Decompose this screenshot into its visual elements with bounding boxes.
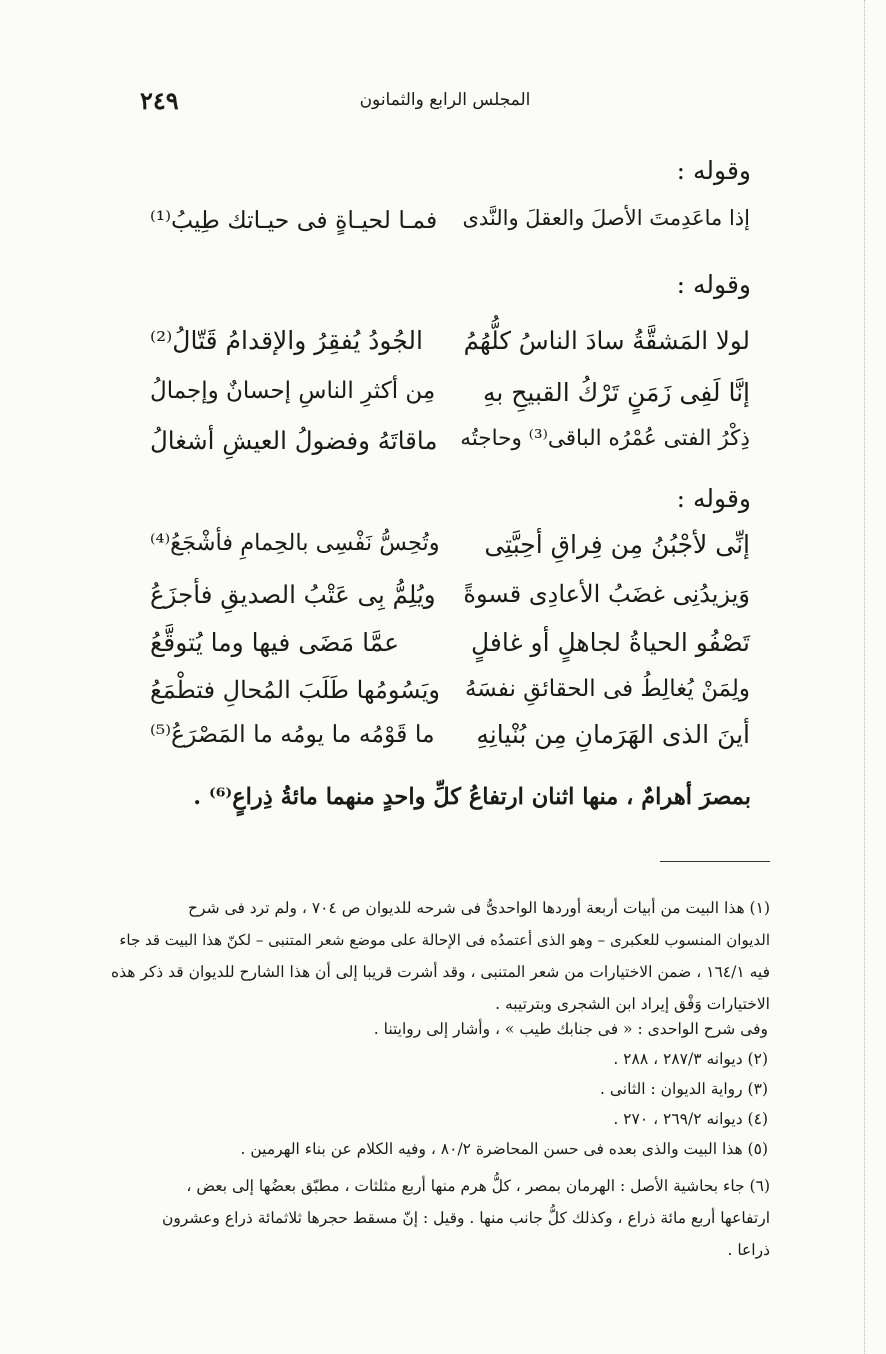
footnote-line: الديوان المنسوب للعكبرى – وهو الذى أعتمدُه فى الإحالة على موضع شعر المتنبى – لكنّ هذا البيت قد جاء [119, 931, 770, 949]
verse-intro-1: وقوله : [676, 156, 751, 185]
verse-line [150, 530, 750, 574]
first-hemistich: إنِّى لأجْبُنُ مِن فِراقِ أحِبَّتِى [484, 530, 750, 559]
second-hemistich: فمـا لحيـاةٍ فى حيـاتك طِيبُ⁽¹⁾ [150, 206, 438, 234]
footnote-1-tail: وفى شرح الواحدى : « فى جنابك طيب » ، وأشار إلى روايتنا . [373, 1020, 768, 1038]
footnote-line: (١) هذا البيت من أبيات أربعة أوردها الواحدىُّ فى شرحه للديوان ص ٧٠٤ ، ولم ترد فى شرح [188, 899, 770, 917]
page-number: ٢٤٩ [140, 86, 179, 115]
first-hemistich: أينَ الذى الهَرَمانِ مِن بُنْيانِهِ [476, 720, 750, 749]
verse-line [150, 206, 750, 250]
second-hemistich: عمَّا مَضَى فيها وما يُتوقَّعُ [150, 628, 400, 657]
footnote-separator [660, 861, 770, 862]
second-hemistich: ويَسُومُها طَلَبَ المُحالِ فتطْمَعُ [150, 676, 440, 704]
first-hemistich: إذا ماعَدِمتَ الأصلَ والعقلَ والنَّدى [462, 206, 750, 230]
verse-line [150, 580, 750, 624]
second-hemistich: ويُلِمُّ بِى عَتْبُ الصديقِ فأجزَعُ [150, 580, 436, 609]
second-hemistich: ما قَوْمُه ما يومُه ما المَصْرَعُ⁽⁵⁾ [150, 720, 435, 748]
footnote-line: ارتفاعها أربع مائة ذراع ، وكذلك كلُّ جانب منها . وقيل : إنّ مسقط حجرها ثلاثمائة ذراع وعشرون [161, 1209, 770, 1227]
footnote-line: ذراعا . [727, 1241, 770, 1259]
footnote-line: (٦) جاء بحاشية الأصل : الهرمان بمصر ، كلُّ هرم منها أربع مثلثات ، مطبّق بعضُها إلى بعض ، [186, 1177, 770, 1195]
first-hemistich: إنَّا لَفِى زَمَنٍ تَرْكُ القبيحِ بهِ [482, 378, 750, 407]
verse-intro-2: وقوله : [676, 270, 751, 299]
verse-intro-3: وقوله : [676, 484, 751, 513]
footnote-line: الاختيارات وَفْق إيراد ابن الشجرى وبترتيبه . [495, 995, 770, 1013]
verse-line [150, 628, 750, 672]
footnote-4: (٤) ديوانه ٢٦٩/٢ ، ٢٧٠ . [613, 1110, 768, 1128]
footnote-2: (٢) ديوانه ٢٨٧/٣ ، ٢٨٨ . [613, 1050, 768, 1068]
first-hemistich: وَيزيدُنِى غضَبُ الأعادِى قسوةً [463, 580, 750, 608]
footnote-line: فيه ١٦٤/١ ، ضمن الاختيارات من شعر المتنبى ، وقد أشرت قريبا إلى أن هذا الشارح للديوان قد ذكر هذه [111, 963, 770, 981]
second-hemistich: وتُحِسُّ نَفْسِى بالحِمامِ فأشْجَعُ⁽⁴⁾ [150, 530, 440, 556]
verse-line [150, 676, 750, 720]
verse-line [150, 378, 750, 422]
footnote-1 [100, 892, 770, 1020]
second-hemistich: ماقاتَهُ وفضولُ العيشِ أشغالُ [150, 426, 438, 455]
first-hemistich: لولا المَشقَّةُ سادَ الناسُ كلُّهُمُ [463, 326, 750, 355]
footnote-3: (٣) رواية الديوان : الثانى . [600, 1080, 768, 1098]
prose-line: بمصرَ أهرامٌ ، منها اثنان ارتفاعُ كلِّ واحدٍ منهما مائةُ ذِراعٍ⁽⁶⁾ . [193, 784, 751, 810]
footnote-5: (٥) هذا البيت والذى بعده فى حسن المحاضرة ٨٠/٢ ، وفيه الكلام عن بناء الهرمين . [240, 1140, 768, 1158]
first-hemistich: ولِمَنْ يُغالِطُ فى الحقائقِ نفسَهُ [464, 676, 750, 702]
first-hemistich: ذِكْرُ الفتى عُمْرُه الباقى⁽³⁾ وحاجتُه [460, 426, 750, 451]
first-hemistich: تَصْفُو الحياةُ لجاهلٍ أو غافلٍ [470, 628, 750, 657]
second-hemistich: الجُودُ يُفقِرُ والإقدامُ قَتّالُ⁽²⁾ [150, 326, 423, 355]
verse-line [150, 326, 750, 370]
page-header [140, 86, 750, 116]
page-edge [864, 0, 866, 1354]
footnote-6 [100, 1170, 770, 1266]
verse-line [150, 426, 750, 470]
running-title: المجلس الرابع والثمانون [359, 90, 531, 110]
second-hemistich: مِن أكثرِ الناسِ إحسانٌ وإجمالُ [150, 378, 436, 404]
verse-line [150, 720, 750, 764]
